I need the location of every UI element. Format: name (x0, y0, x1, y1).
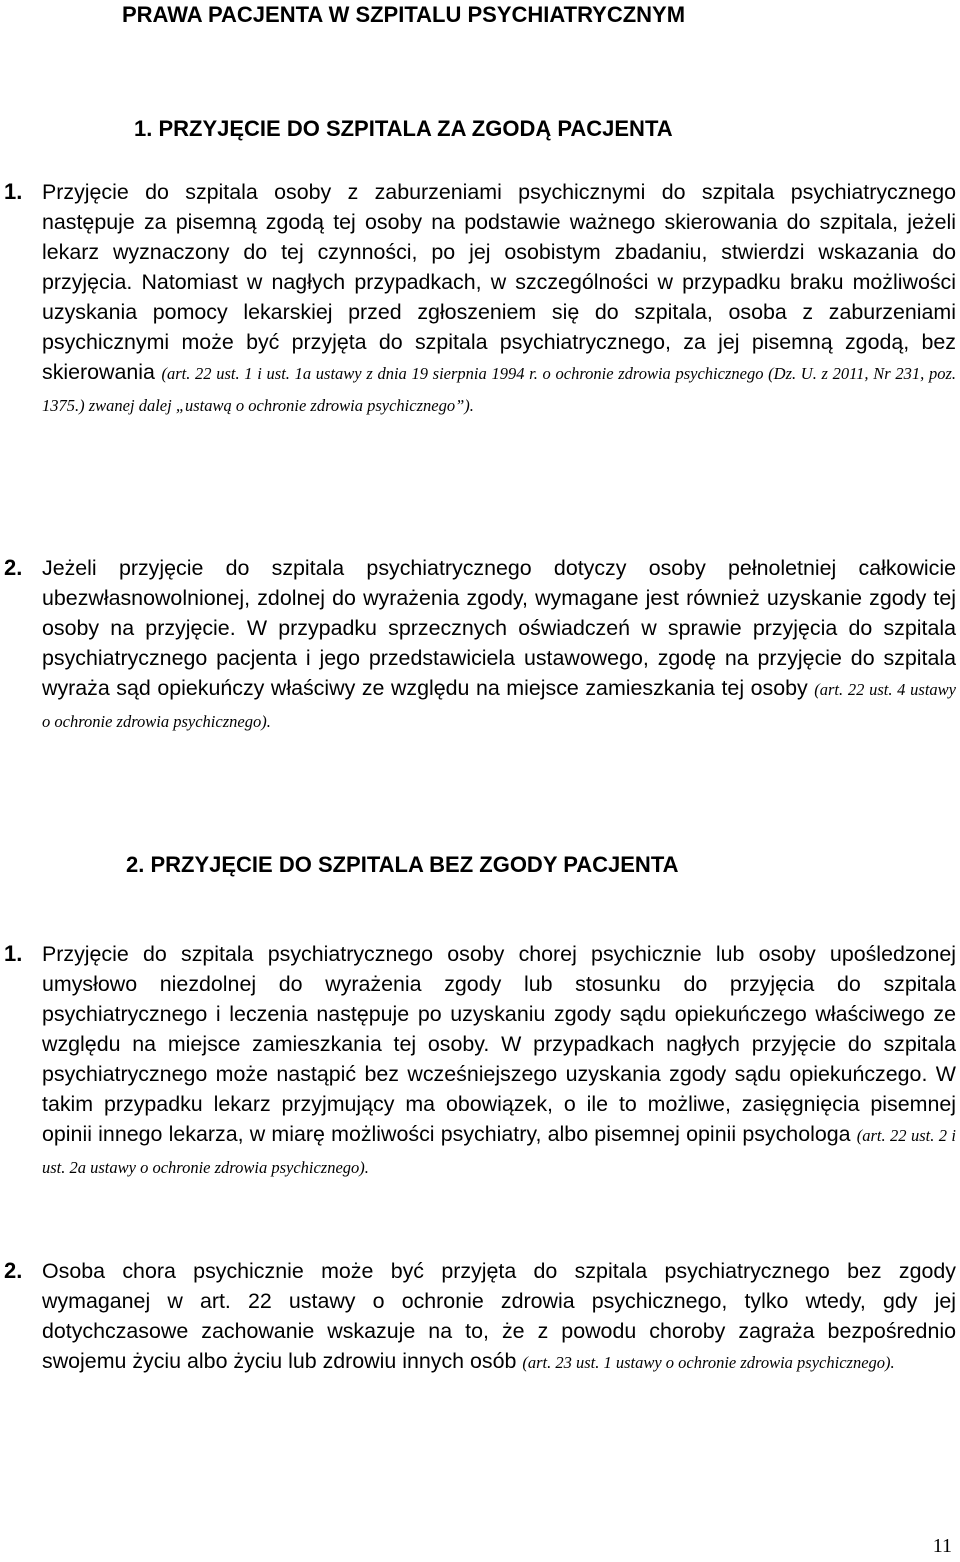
section-2-item-1 (4, 939, 956, 1183)
section-heading-consent: 1. PRZYJĘCIE DO SZPITALA ZA ZGODĄ PACJENTA (134, 116, 673, 141)
section-heading-no-consent: 2. PRZYJĘCIE DO SZPITALA BEZ ZGODY PACJENTA (126, 852, 679, 877)
legal-reference: (art. 23 ust. 1 ustawy o ochronie zdrowia psychicznego). (522, 1353, 895, 1372)
item-number: 2. (4, 1258, 23, 1283)
item-number: 1. (4, 179, 23, 204)
legal-reference: (art. 22 ust. 4 ustawy o ochronie zdrowia psychicznego). (42, 680, 956, 731)
legal-reference: (art. 22 ust. 2 i ust. 2a ustawy o ochronie zdrowia psychicznego). (42, 1126, 956, 1177)
item-text (42, 553, 956, 737)
item-text (42, 939, 956, 1183)
section-1-item-1 (4, 177, 956, 421)
item-body: Przyjęcie do szpitala psychiatrycznego osoby chorej psychicznie lub osoby upośledzonej umysłowo niezdolnej do wyrażenia zgody lub stosunku do przyjęcia do szpitala psychiatrycznego i leczenia następuje po uzyskaniu zgody sądu opiekuńczego właściwego ze względu na miejsce zamieszkania tej osoby. W przypadkach nagłych przyjęcie do szpitala psychiatrycznego może nastąpić bez wcześniejszego uzyskania zgody sądu opiekuńczego. W takim przypadku lekarz przyjmujący ma obowiązek, o ile to możliwe, zasięgnięcia pisemnej opinii innego lekarza, w miarę możliwości psychiatry, albo pisemnej opinii psychologa (42, 942, 956, 1146)
legal-reference: (art. 22 ust. 1 i ust. 1a ustawy z dnia 19 sierpnia 1994 r. o ochronie zdrowia psychicznego (Dz. U. z 2011, Nr 231, poz. 1375.) zwanej dalej „ustawą o ochronie zdrowia psychicznego”). (42, 364, 956, 415)
item-body: Przyjęcie do szpitala osoby z zaburzeniami psychicznymi do szpitala psychiatrycznego następuje za pisemną zgodą tej osoby na podstawie ważnego skierowania do szpitala, jeżeli lekarz wyznaczony do tej czynności, po jej osobistym zbadaniu, stwierdzi wskazania do przyjęcia. Natomiast w nagłych przypadkach, w szczególności w przypadku braku możliwości uzyskania pomocy lekarskiej przed zgłoszeniem się do szpitala, osoba z zaburzeniami psychicznymi może być przyjęta do szpitala psychiatrycznego, za jej pisemną zgodą, bez skierowania (42, 180, 956, 384)
item-number: 2. (4, 555, 23, 580)
item-number: 1. (4, 941, 23, 966)
document-title: PRAWA PACJENTA W SZPITALU PSYCHIATRYCZNYM (122, 2, 686, 27)
item-text (42, 177, 956, 421)
page-number: 11 (932, 1535, 952, 1557)
item-text (42, 1256, 956, 1378)
item-body: Osoba chora psychicznie może być przyjęta do szpitala psychiatrycznego bez zgody wymaganej w art. 22 ustawy o ochronie zdrowia psychicznego, tylko wtedy, gdy jej dotychczasowe zachowanie wskazuje na to, że z powodu choroby zagraża bezpośrednio swojemu życiu albo życiu lub zdrowiu innych osób (42, 1259, 956, 1373)
section-1-item-2 (4, 553, 956, 737)
section-2-item-2 (4, 1256, 956, 1378)
item-body: Jeżeli przyjęcie do szpitala psychiatrycznego dotyczy osoby pełnoletniej całkowicie ubezwłasnowolnionej, zdolnej do wyrażenia zgody, wymagane jest również uzyskanie zgody tej osoby na przyjęcie. W przypadku sprzecznych oświadczeń w sprawie przyjęcia do szpitala psychiatrycznego pacjenta i jego przedstawiciela ustawowego, zgodę na przyjęcie do szpitala wyraża sąd opiekuńczy właściwy ze względu na miejsce zamieszkania tej osoby (42, 556, 956, 700)
